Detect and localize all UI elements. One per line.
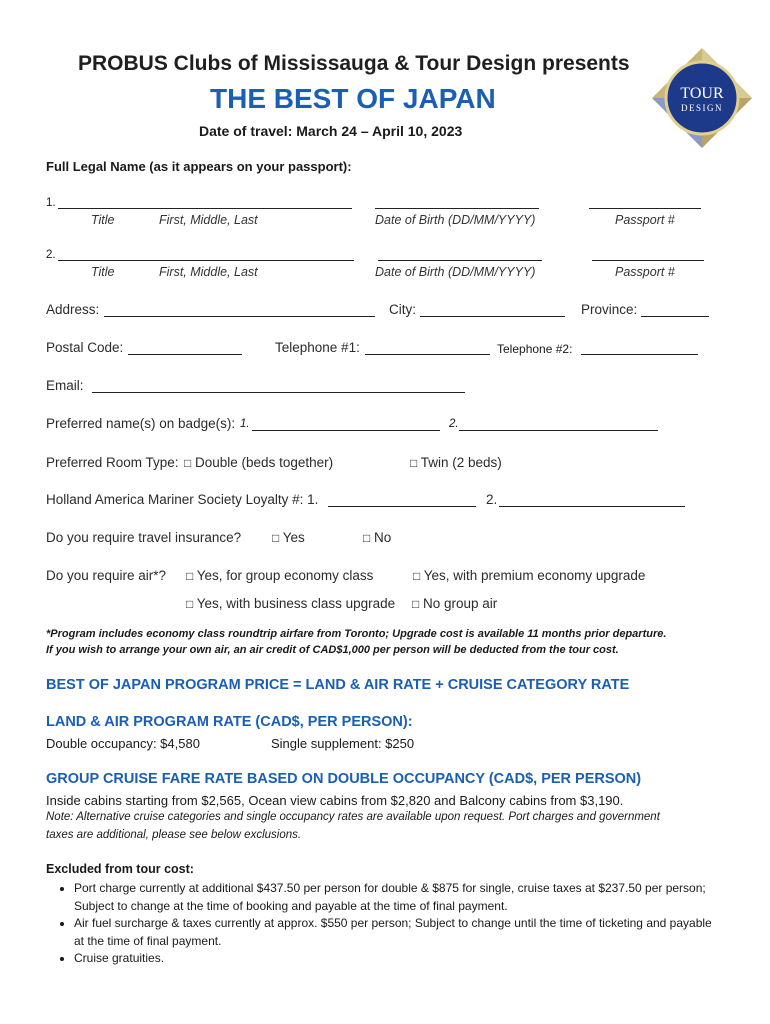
exclusions-list xyxy=(48,880,724,968)
telephone-1-field[interactable] xyxy=(365,342,490,355)
city-field[interactable] xyxy=(420,304,565,317)
cruise-fare-heading: GROUP CRUISE FARE RATE BASED ON DOUBLE OCCUPANCY (CAD$, PER PERSON) xyxy=(46,771,642,787)
traveller-2-number: 2. xyxy=(46,249,56,261)
air-none-option[interactable] xyxy=(412,596,497,611)
loyalty-label: Holland America Mariner Society Loyalty #: 1. xyxy=(46,492,319,507)
air-none-label: No group air xyxy=(423,596,498,611)
travel-dates: Date of travel: March 24 – April 10, 2023 xyxy=(199,123,463,139)
loyalty-2-number: 2. xyxy=(486,492,498,507)
traveller-1-dob-caption: Date of Birth (DD/MM/YYYY) xyxy=(375,213,536,227)
telephone-1-label: Telephone #1: xyxy=(275,340,360,355)
traveller-1-name-caption: First, Middle, Last xyxy=(159,213,258,227)
checkbox-icon[interactable]: □ xyxy=(272,531,280,545)
traveller-2-dob-field[interactable] xyxy=(378,248,542,261)
room-twin-option[interactable] xyxy=(410,455,502,470)
traveller-1-name-field[interactable] xyxy=(58,196,352,209)
traveller-1-title-caption: Title xyxy=(91,213,115,227)
traveller-2-name-caption: First, Middle, Last xyxy=(159,265,258,279)
traveller-2-title-caption: Title xyxy=(91,265,115,279)
traveller-2-passport-caption: Passport # xyxy=(615,265,675,279)
loyalty-2-field[interactable] xyxy=(499,494,685,507)
telephone-2-label: Telephone #2: xyxy=(497,342,573,356)
insurance-question: Do you require travel insurance? xyxy=(46,530,242,545)
exclusions-heading: Excluded from tour cost: xyxy=(46,862,194,876)
checkbox-icon[interactable]: □ xyxy=(410,456,418,470)
checkbox-icon[interactable]: □ xyxy=(186,569,194,583)
traveller-1-dob-field[interactable] xyxy=(375,196,539,209)
badge-1-number: 1. xyxy=(240,418,250,430)
checkbox-icon[interactable]: □ xyxy=(413,569,421,583)
room-double-option[interactable] xyxy=(184,455,333,470)
traveller-1-number: 1. xyxy=(46,197,56,209)
cruise-note-1: Note: Alternative cruise categories and single occupancy rates are available upon request. Port charges and government xyxy=(46,811,660,823)
province-field[interactable] xyxy=(641,304,709,317)
insurance-no-option[interactable] xyxy=(363,530,391,545)
insurance-no-label: No xyxy=(374,530,392,545)
city-label: City: xyxy=(389,302,416,317)
air-premium-label: Yes, with premium economy upgrade xyxy=(423,568,646,583)
logo-text-design: DESIGN xyxy=(681,103,723,113)
loyalty-1-field[interactable] xyxy=(328,494,476,507)
land-air-heading: LAND & AIR PROGRAM RATE (CAD$, PER PERSON): xyxy=(46,714,413,730)
room-type-label: Preferred Room Type: xyxy=(46,455,179,470)
cruise-cabin-prices: Inside cabins starting from $2,565, Ocean view cabins from $2,820 and Balcony cabins from $3,190. xyxy=(46,793,624,808)
address-label: Address: xyxy=(46,302,100,317)
room-twin-label: Twin (2 beds) xyxy=(420,455,502,470)
traveller-1-passport-field[interactable] xyxy=(589,196,701,209)
province-label: Province: xyxy=(581,302,638,317)
badge-2-number: 2. xyxy=(449,418,459,430)
insurance-yes-option[interactable] xyxy=(272,530,305,545)
air-economy-label: Yes, for group economy class xyxy=(196,568,374,583)
telephone-2-field[interactable] xyxy=(581,342,698,355)
air-premium-option[interactable] xyxy=(413,568,645,583)
exclusion-item: • Air fuel surcharge & taxes currently at approx. $550 per person; Subject to change until the time of ticketing and payable at the time of final payment. xyxy=(74,915,724,950)
program-note-2: If you wish to arrange your own air, an air credit of CAD$1,000 per person will be deducted from the tour cost. xyxy=(46,644,619,656)
air-economy-option[interactable] xyxy=(186,568,373,583)
checkbox-icon[interactable]: □ xyxy=(186,597,194,611)
badge-2-field[interactable] xyxy=(459,418,658,431)
badge-label: Preferred name(s) on badge(s): xyxy=(46,416,236,431)
double-occupancy-rate: Double occupancy: $4,580 xyxy=(46,736,200,751)
air-business-label: Yes, with business class upgrade xyxy=(196,596,396,611)
air-business-option[interactable] xyxy=(186,596,395,611)
traveller-2-name-field[interactable] xyxy=(58,248,354,261)
traveller-2-passport-field[interactable] xyxy=(592,248,704,261)
presents-line: PROBUS Clubs of Mississauga & Tour Design presents xyxy=(78,52,630,75)
traveller-1-passport-caption: Passport # xyxy=(615,213,675,227)
email-label: Email: xyxy=(46,378,84,393)
postal-code-field[interactable] xyxy=(128,342,242,355)
page-title: THE BEST OF JAPAN xyxy=(210,83,496,114)
air-question: Do you require air*? xyxy=(46,568,167,583)
postal-code-label: Postal Code: xyxy=(46,340,124,355)
program-note-1: *Program includes economy class roundtrip airfare from Toronto; Upgrade cost is available 11 months prior departure. xyxy=(46,628,667,640)
single-supplement-rate: Single supplement: $250 xyxy=(271,736,415,751)
exclusion-item: • Cruise gratuities. xyxy=(74,950,724,968)
cruise-note-2: taxes are additional, please see below exclusions. xyxy=(46,829,302,841)
checkbox-icon[interactable]: □ xyxy=(363,531,371,545)
checkbox-icon[interactable]: □ xyxy=(412,597,420,611)
logo-text-tour: TOUR xyxy=(680,85,724,102)
traveller-2-dob-caption: Date of Birth (DD/MM/YYYY) xyxy=(375,265,536,279)
legal-name-heading: Full Legal Name (as it appears on your passport): xyxy=(46,159,352,174)
exclusion-item: • Port charge currently at additional $437.50 per person for double & $875 for single, cruise taxes at $237.50 per person; Subject to change at the time of booking and payable at the time of final payment. xyxy=(74,880,724,915)
room-double-label: Double (beds together) xyxy=(195,455,334,470)
tour-design-logo xyxy=(650,46,754,150)
address-field[interactable] xyxy=(104,304,375,317)
email-field[interactable] xyxy=(92,380,465,393)
badge-1-field[interactable] xyxy=(252,418,440,431)
price-formula-heading: BEST OF JAPAN PROGRAM PRICE = LAND & AIR RATE + CRUISE CATEGORY RATE xyxy=(46,677,630,693)
insurance-yes-label: Yes xyxy=(282,530,305,545)
checkbox-icon[interactable]: □ xyxy=(184,456,192,470)
